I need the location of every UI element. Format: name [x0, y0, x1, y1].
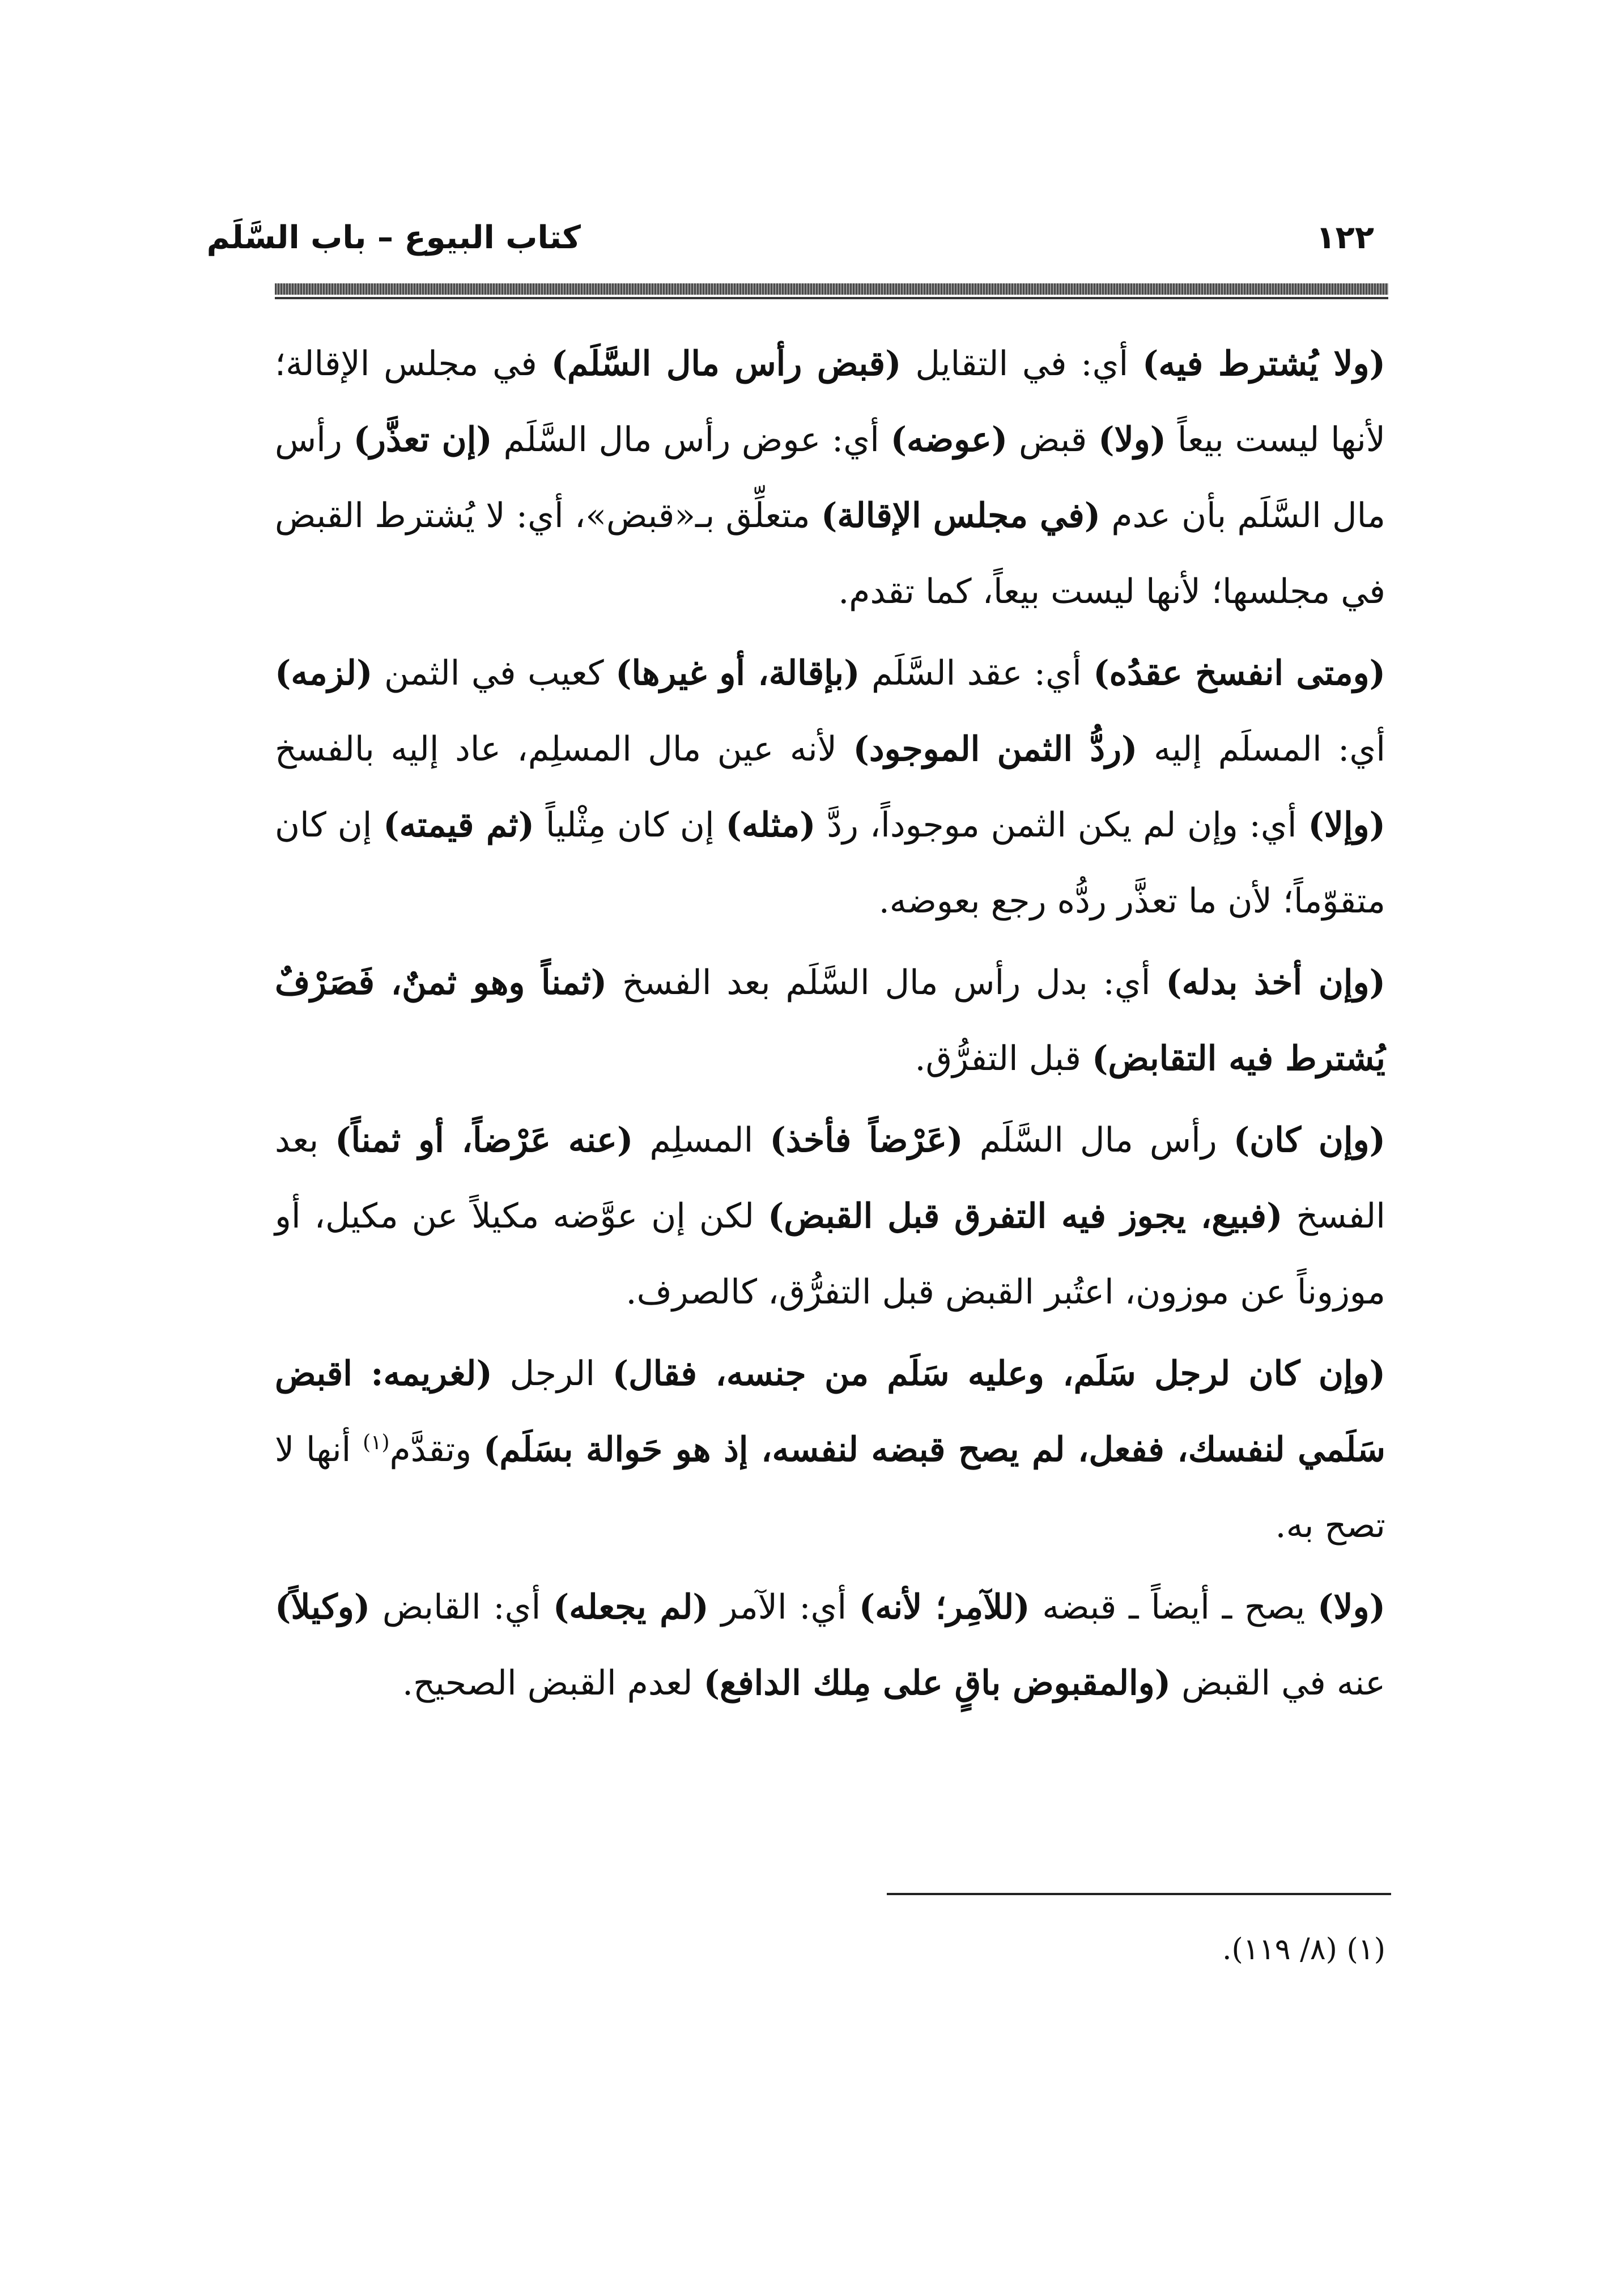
- paragraph: [275, 1336, 1385, 1564]
- matn-text: (ومتى انفسخ عقدُه): [1093, 653, 1386, 693]
- sharh-text: عنه في القبض: [1171, 1663, 1385, 1703]
- matn-text: (وإن كان): [1233, 1120, 1385, 1160]
- matn-text: (لم يجعله): [552, 1587, 709, 1627]
- footnote-text: (٨/ ١١٩).: [1222, 1933, 1337, 1967]
- running-header: [206, 207, 1374, 275]
- matn-text: (لزمه): [275, 653, 373, 693]
- matn-text: (ولا يُشترط فيه): [1142, 344, 1385, 384]
- footnote-separator: [887, 1893, 1391, 1895]
- footnotes: [887, 1927, 1385, 1972]
- sharh-text: أي: في التقايل: [901, 344, 1142, 384]
- matn-text: (ردُّ الثمن الموجود): [853, 729, 1138, 769]
- paragraph: [275, 635, 1385, 939]
- sharh-text: أي: بدل رأس مال السَّلَم بعد الفسخ: [607, 963, 1166, 1003]
- sharh-text: كعيب في الثمن: [372, 653, 616, 693]
- matn-text: (والمقبوض باقٍ على مِلك الدافع): [703, 1663, 1171, 1703]
- sharh-text: لكن إن عوَّضه مكيلاً عن مكيل، أو موزوناً عن موزون، اعتُبر القبض قبل التفرُّق، كالصرف.: [275, 1196, 1385, 1312]
- sharh-text: إن كان مِثْلياً: [534, 805, 726, 845]
- header-rule-line: [275, 297, 1388, 299]
- matn-text: (ولا): [1098, 420, 1167, 460]
- sharh-text: لعدم القبض الصحيح.: [402, 1663, 704, 1703]
- matn-text: (ثمناً وهو ثمنٌ، فَصَرْفٌ يُشترط فيه التقابض): [275, 963, 1385, 1078]
- paragraph: [275, 326, 1385, 630]
- footnote-marker: (١): [1346, 1933, 1385, 1967]
- paragraph: [275, 1102, 1385, 1330]
- paragraph: [275, 1569, 1385, 1721]
- sharh-text: قبل التفرُّق.: [915, 1039, 1092, 1078]
- matn-text: (وكيلاً): [275, 1587, 371, 1627]
- matn-text: (عوضه): [890, 420, 1008, 460]
- running-header-title: كتاب البيوع – باب السَّلَم: [206, 219, 581, 256]
- matn-text: (ولا): [1317, 1587, 1385, 1627]
- sharh-text: المسلِم: [633, 1120, 770, 1160]
- matn-text: (وإلا): [1308, 805, 1385, 845]
- header-rule-hatched: [275, 283, 1388, 295]
- sharh-text: الرجل: [492, 1354, 613, 1394]
- footnote-item: [887, 1927, 1385, 1972]
- sharh-text: أي: عقد السَّلَم: [860, 653, 1094, 693]
- matn-text: (بإقالة، أو غيرها): [615, 653, 860, 693]
- sharh-text: في مجلس الإقالة؛ لأنها ليست بيعاً: [275, 344, 1386, 460]
- matn-text: (مثله): [725, 805, 816, 845]
- main-text: [275, 326, 1385, 1721]
- sharh-text: إن كان متقوّماً؛ لأن ما تعذَّر ردُّه رجع بعوضه.: [275, 805, 1385, 921]
- matn-text: (عنه عَرْضاً، أو ثمناً): [335, 1120, 634, 1160]
- matn-text: (قبض رأس مال السَّلَم): [551, 344, 902, 384]
- matn-text: (وإن أخذ بدله): [1166, 963, 1385, 1003]
- matn-text: (للآمِر؛ لأنه): [858, 1587, 1030, 1627]
- matn-text: (إن تعذَّر): [353, 420, 492, 460]
- sharh-text: متعلِّق بـ«قبض»، أي: لا يُشترط القبض في مجلسها؛ لأنها ليست بيعاً، كما تقدم.: [275, 496, 1385, 612]
- sharh-text: لأنه عين مال المسلِم، عاد إليه بالفسخ: [275, 729, 853, 769]
- page-number: ١٢٢: [1316, 219, 1374, 256]
- sharh-text: بعد الفسخ: [275, 1120, 1385, 1236]
- sharh-text: أي: عوض رأس مال السَّلَم: [492, 420, 891, 460]
- footnote-reference: (١): [363, 1431, 390, 1454]
- sharh-text: أي: القابض: [370, 1587, 553, 1627]
- matn-text: (عَرْضاً فأخذ): [770, 1120, 963, 1160]
- sharh-text: أي: وإن لم يكن الثمن موجوداً، ردَّ: [815, 805, 1308, 845]
- matn-text: (فبيع، يجوز فيه التفرق قبل القبض): [768, 1196, 1283, 1236]
- matn-text: (وإن كان لرجل سَلَم، وعليه سَلَم من جنسه، فقال): [612, 1354, 1385, 1394]
- sharh-text: قبض: [1007, 420, 1099, 460]
- sharh-text: رأس مال السَّلَم: [963, 1120, 1234, 1160]
- sharh-text: وتقدَّم: [389, 1430, 484, 1470]
- sharh-text: يصح ـ أيضاً ـ قبضه: [1030, 1587, 1318, 1627]
- matn-text: (ثم قيمته): [383, 805, 535, 845]
- sharh-text: أنها لا تصح به.: [275, 1430, 1385, 1545]
- matn-text: (في مجلس الإقالة): [820, 496, 1101, 536]
- sharh-text: أي: المسلَم إليه: [1137, 729, 1386, 769]
- sharh-text: رأس مال السَّلَم بأن عدم: [275, 420, 1385, 536]
- matn-text: (لغريمه: اقبض سَلَمي لنفسك، ففعل، لم يصح قبضه لنفسه، إذ هو حَوالة بسَلَم): [275, 1354, 1385, 1470]
- paragraph: [275, 945, 1385, 1097]
- sharh-text: أي: الآمر: [708, 1587, 859, 1627]
